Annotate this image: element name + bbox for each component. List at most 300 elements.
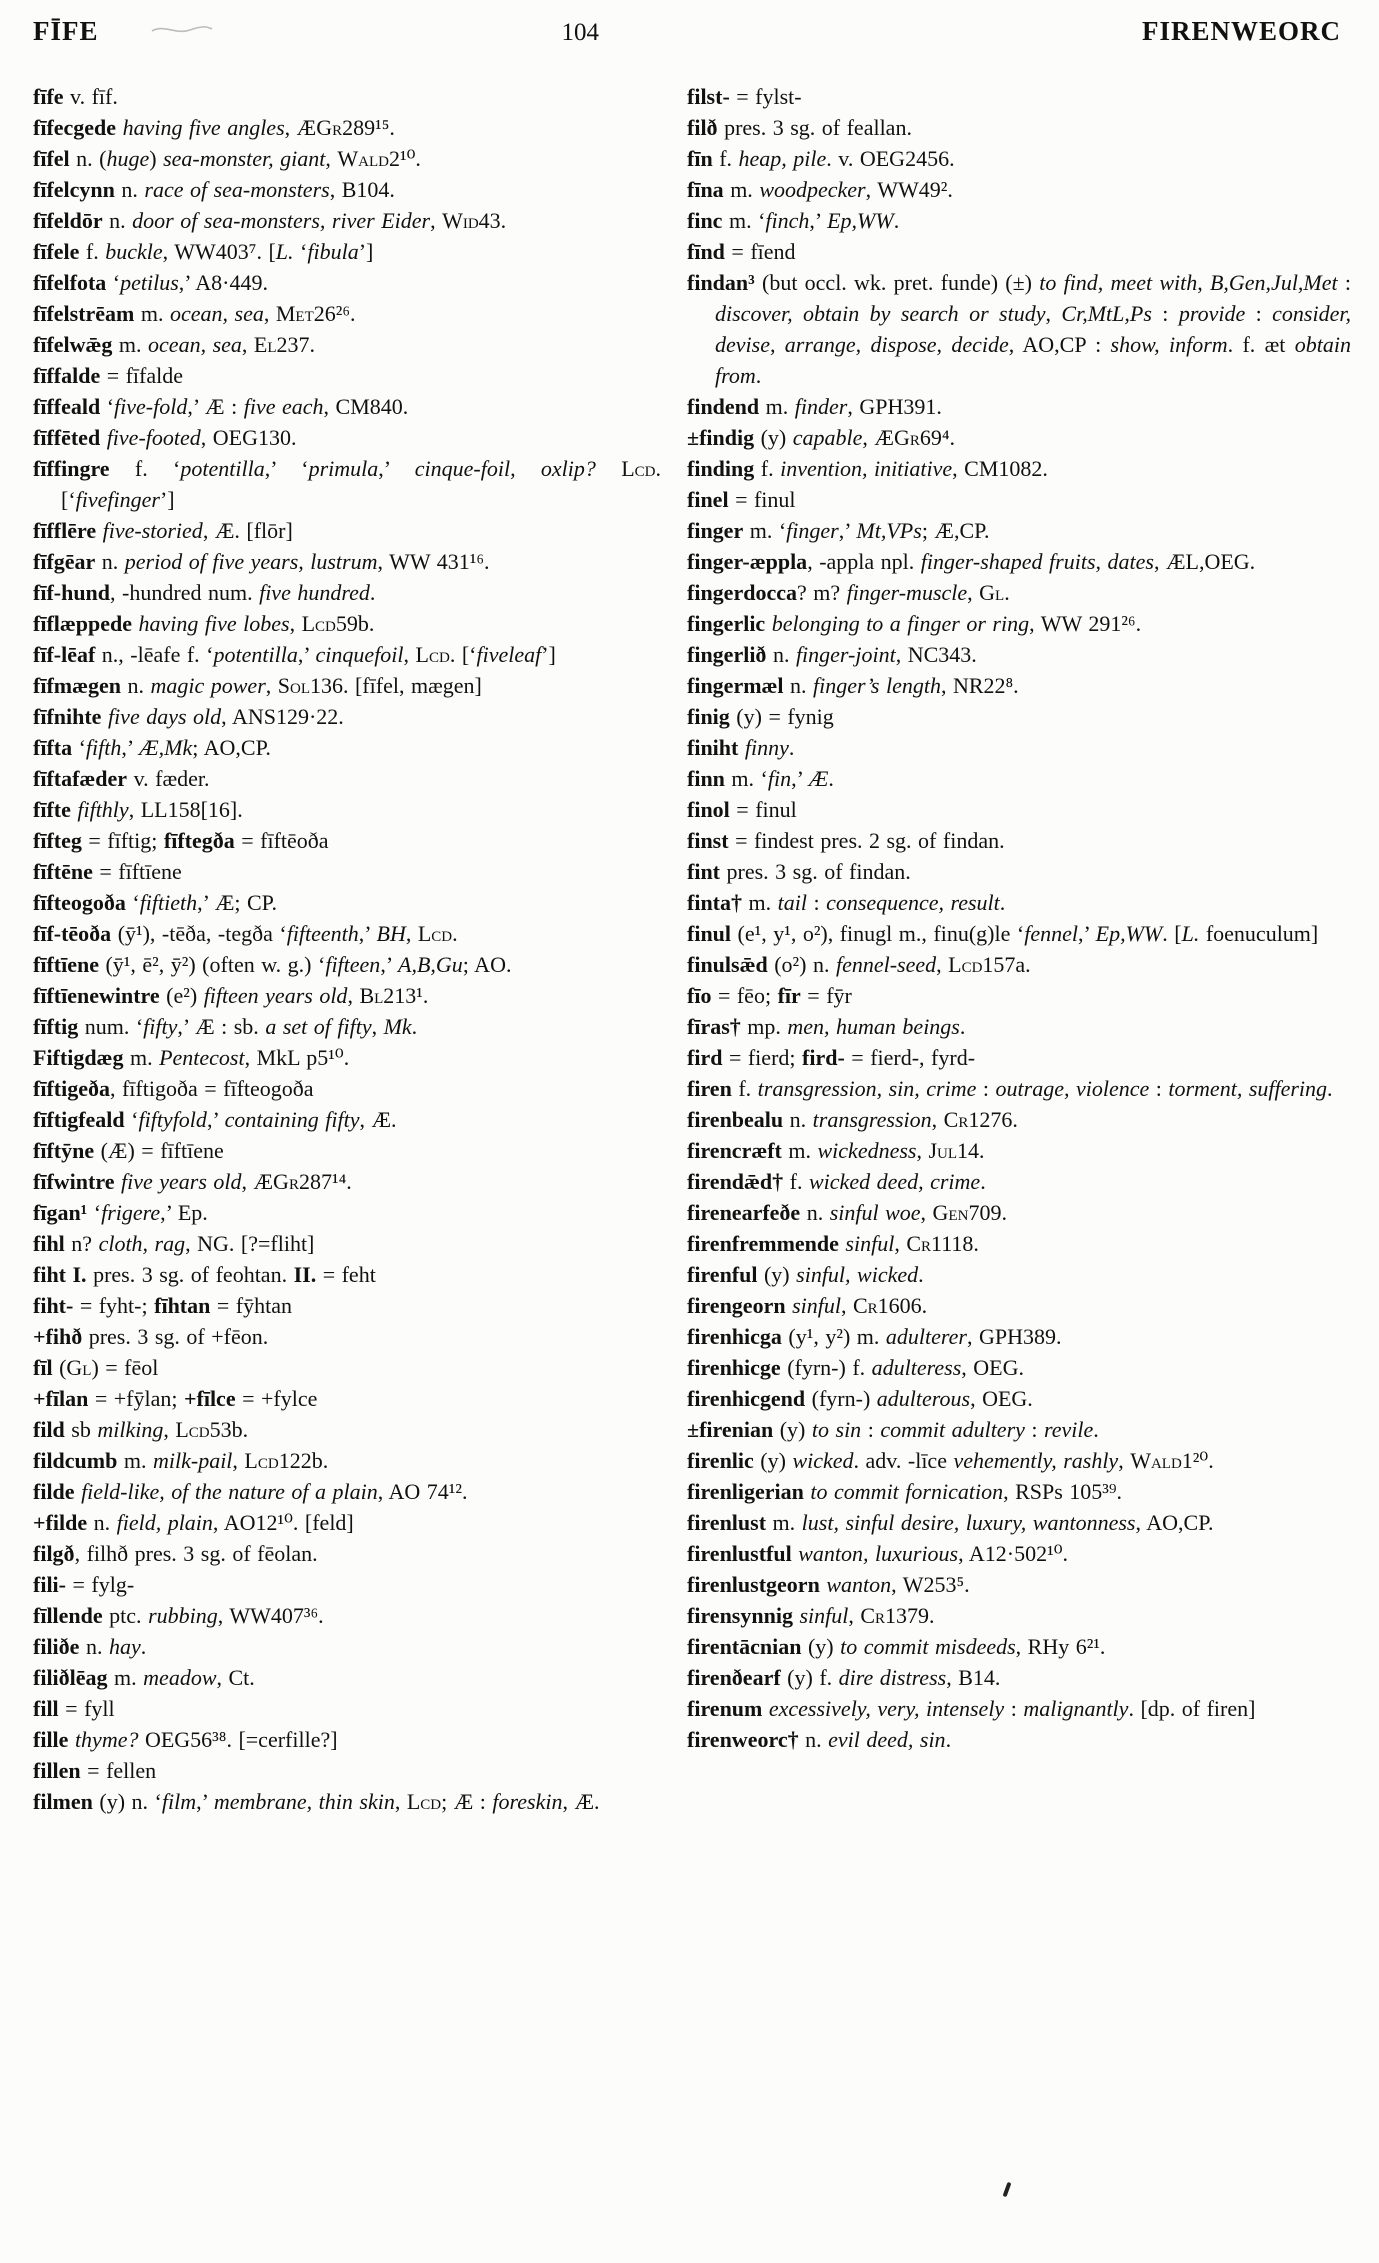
entry-text: mp.	[740, 1014, 788, 1039]
entry-text: Cr	[906, 1231, 932, 1256]
entry-text: race of sea-monsters	[144, 177, 330, 202]
entry-text: (y) = fynig	[729, 704, 834, 729]
entry-text: :	[1151, 301, 1179, 326]
entry-text: .	[980, 1169, 986, 1194]
entry-text: adulterer	[885, 1324, 967, 1349]
dictionary-entry	[33, 1786, 661, 1817]
entry-headword: fīfel	[33, 146, 70, 171]
entry-text: milk-pail	[152, 1448, 233, 1473]
entry-headword: filde	[33, 1479, 75, 1504]
entry-text: . [	[1162, 921, 1182, 946]
entry-text: , AO 74¹².	[377, 1479, 468, 1504]
entry-text: , Ct.	[216, 1665, 255, 1690]
dictionary-entry	[33, 1135, 661, 1166]
entry-headword: finding	[687, 456, 755, 481]
entry-text: n.	[783, 673, 814, 698]
entry-text: n.	[798, 1727, 829, 1752]
dictionary-entry	[33, 918, 661, 949]
entry-text: fifteen years old	[203, 983, 348, 1008]
entry-text: fennel-seed	[835, 952, 937, 977]
entry-headword: fīnd	[687, 239, 725, 264]
entry-text: , GPH391.	[847, 394, 942, 419]
entry-headword: firenhicgend	[687, 1386, 806, 1411]
entry-text: pres. 3 sg. of feohtan.	[86, 1262, 294, 1287]
entry-text: 1118.	[931, 1231, 979, 1256]
entry-text: fiveleaf	[476, 642, 542, 667]
entry-text: (y)	[801, 1634, 841, 1659]
dictionary-entry	[33, 1693, 661, 1724]
dictionary-entry	[687, 205, 1351, 236]
dictionary-entry	[687, 577, 1351, 608]
entry-text: 289¹⁵.	[342, 115, 395, 140]
entry-text: (	[52, 1355, 67, 1380]
entry-headword: fingerdocca	[687, 580, 797, 605]
entry-text: ? m?	[796, 580, 847, 605]
entry-headword: fīgan¹	[33, 1200, 88, 1225]
entry-text: , WW 291²⁶.	[1029, 611, 1142, 636]
entry-text: finder	[794, 394, 848, 419]
entry-text: f.	[754, 456, 781, 481]
entry-headword: II.	[293, 1262, 317, 1287]
entry-text: = fīftīene	[92, 859, 182, 884]
entry-text: ,’ Æ : sb.	[177, 1014, 266, 1039]
entry-text: 122b.	[278, 1448, 329, 1473]
entry-headword: fille	[33, 1727, 69, 1752]
entry-text: ,	[325, 146, 338, 171]
entry-text: milking	[97, 1417, 164, 1442]
entry-text: ; Æ :	[441, 1789, 493, 1814]
entry-headword: fiht	[33, 1262, 66, 1287]
entry-text: .	[893, 208, 900, 233]
entry-text: , WW49².	[865, 177, 953, 202]
dictionary-entry	[33, 1600, 661, 1631]
dictionary-entry	[33, 112, 661, 143]
dictionary-entry	[687, 1197, 1351, 1228]
entry-text: Gen	[932, 1200, 969, 1225]
entry-text: f.	[731, 1076, 758, 1101]
entry-text: ’]	[358, 239, 374, 264]
dictionary-entry	[33, 174, 661, 205]
entry-text: ,	[371, 1014, 384, 1039]
entry-text: Gl	[979, 580, 1005, 605]
entry-text: (ȳ¹), -tēða, -tegða ‘	[111, 921, 287, 946]
entry-text: 287¹⁴.	[298, 1169, 352, 1194]
entry-headword: ±findig	[687, 425, 755, 450]
entry-text: ,	[430, 208, 443, 233]
entry-text: sinful	[792, 1603, 849, 1628]
entry-text: = fȳr	[800, 983, 852, 1008]
entry-headword: finig	[687, 704, 730, 729]
dictionary-entry	[33, 732, 661, 763]
entry-text: film	[161, 1789, 197, 1814]
entry-text: fifty	[143, 1014, 178, 1039]
entry-text: having five lobes	[132, 611, 290, 636]
entry-headword: fīfgēar	[33, 549, 96, 574]
entry-text: ,’	[809, 208, 828, 233]
entry-headword: filiðe	[33, 1634, 80, 1659]
entry-headword: fīfecgede	[33, 115, 117, 140]
entry-text: Pentecost	[159, 1045, 245, 1070]
entry-headword: fīfnihte	[33, 704, 102, 729]
entry-headword: fīftegða	[163, 828, 235, 853]
entry-text: (fyrn-) f.	[780, 1355, 872, 1380]
dictionary-entry	[687, 1104, 1351, 1135]
entry-text: n. (	[69, 146, 107, 171]
entry-text: ,’	[380, 952, 399, 977]
entry-headword: fīl	[33, 1355, 53, 1380]
entry-text: = finul	[729, 797, 797, 822]
entry-text: transgression	[812, 1107, 932, 1132]
entry-headword: fīf-tēoða	[33, 921, 112, 946]
entry-text: = fierd-, fyrd-	[844, 1045, 976, 1070]
entry-text: ,	[1045, 301, 1062, 326]
entry-headword: fīfeldōr	[33, 208, 103, 233]
entry-text: .	[828, 766, 834, 791]
dictionary-entry	[687, 546, 1351, 577]
entry-headword: firenlic	[687, 1448, 754, 1473]
entry-headword: fīffingre	[33, 456, 110, 481]
entry-text: sinful	[785, 1293, 841, 1318]
entry-text: (y)	[757, 1262, 797, 1287]
entry-text: Gl	[66, 1355, 92, 1380]
dictionary-entry	[33, 422, 661, 453]
entry-text: , B104.	[329, 177, 395, 202]
entry-text: sb	[64, 1417, 98, 1442]
dictionary-entry	[33, 1104, 661, 1135]
entry-headword: fild	[33, 1417, 65, 1442]
entry-text: L.	[1181, 921, 1200, 946]
entry-headword: fīftigeða	[33, 1076, 110, 1101]
entry-text: Jul	[928, 1138, 958, 1163]
entry-text: five hundred	[259, 580, 370, 605]
dictionary-entry	[33, 360, 661, 391]
dictionary-entry	[687, 639, 1351, 670]
entry-headword: fīfelwǣg	[33, 332, 113, 357]
entry-text: . f. æt	[1227, 332, 1295, 357]
entry-headword: firengeorn	[687, 1293, 786, 1318]
entry-headword: I.	[72, 1262, 87, 1287]
entry-text: .	[369, 580, 376, 605]
entry-headword: fīftīenewintre	[33, 983, 160, 1008]
entry-text: m. ‘	[724, 766, 768, 791]
entry-text: El	[253, 332, 277, 357]
dictionary-entry	[33, 515, 661, 546]
entry-text: ’]	[541, 642, 556, 667]
entry-text: meadow	[143, 1665, 217, 1690]
dictionary-entry	[33, 267, 661, 298]
entry-text: , WW 431¹⁶.	[377, 549, 490, 574]
dictionary-entry	[687, 391, 1351, 422]
entry-text: ÆGr	[253, 1169, 299, 1194]
entry-text: Lcd	[244, 1448, 279, 1473]
entry-text: :	[1004, 1696, 1024, 1721]
dictionary-entry	[687, 670, 1351, 701]
entry-text: to commit misdeeds	[840, 1634, 1016, 1659]
entry-text: wicked deed, crime	[809, 1169, 981, 1194]
entry-text: = fīfalde	[100, 363, 184, 388]
dictionary-columns	[0, 47, 1379, 1817]
dictionary-entry	[687, 1693, 1351, 1724]
entry-text: fifteen	[325, 952, 381, 977]
entry-text: Mk	[383, 1014, 412, 1039]
entry-text: , B14.	[946, 1665, 1001, 1690]
dictionary-entry	[33, 670, 661, 701]
entry-text: sinful, wicked	[796, 1262, 919, 1287]
entry-text: m.	[759, 394, 795, 419]
entry-text: n.	[87, 1510, 117, 1535]
entry-text: , fīftigoða = fīfteogoða	[109, 1076, 314, 1101]
entry-text: huge	[106, 146, 150, 171]
entry-headword: finul	[687, 921, 732, 946]
dictionary-entry	[687, 453, 1351, 484]
entry-text: . [‘	[449, 642, 477, 667]
entry-text: , LL158[16].	[128, 797, 243, 822]
entry-text: commit adultery	[880, 1417, 1025, 1442]
entry-text: hay	[108, 1634, 141, 1659]
entry-text: Lcd	[406, 1789, 442, 1814]
entry-text: , A12·502¹⁰.	[958, 1541, 1069, 1566]
entry-text: , AO12¹⁰. [feld]	[212, 1510, 354, 1535]
entry-text: (Æ) = fīftīene	[94, 1138, 224, 1163]
dictionary-entry	[687, 1073, 1351, 1104]
entry-text: 2¹⁰.	[389, 146, 421, 171]
entry-text: ptc.	[102, 1603, 149, 1628]
entry-text: :	[861, 1417, 881, 1442]
entry-text: 237.	[276, 332, 316, 357]
entry-headword: finiht	[687, 735, 739, 760]
entry-text: ,	[241, 332, 254, 357]
dictionary-entry	[687, 1166, 1351, 1197]
dictionary-entry	[33, 887, 661, 918]
entry-text: Lcd	[417, 921, 453, 946]
entry-text: wickedness	[817, 1138, 917, 1163]
dictionary-entry	[33, 1631, 661, 1662]
entry-text: , W253⁵.	[891, 1572, 970, 1597]
entry-headword: fīo	[687, 983, 712, 1008]
entry-headword: finger	[687, 518, 744, 543]
entry-text: finger-shaped fruits, dates	[920, 549, 1154, 574]
entry-text: evil deed, sin	[828, 1727, 946, 1752]
entry-text: = fēo;	[711, 983, 778, 1008]
entry-headword: fīftafæder	[33, 766, 128, 791]
entry-text: f. ‘	[109, 456, 181, 481]
entry-text: door of sea-monsters, river Eider	[132, 208, 431, 233]
entry-text: f.	[712, 146, 739, 171]
entry-text: 59b.	[335, 611, 375, 636]
entry-text: to commit fornication	[803, 1479, 1004, 1504]
dictionary-entry	[33, 391, 661, 422]
entry-text: foreskin	[492, 1789, 563, 1814]
entry-text: tail	[777, 890, 807, 915]
entry-text: woodpecker	[759, 177, 866, 202]
entry-headword: firencræft	[687, 1138, 782, 1163]
entry-text: 709.	[968, 1200, 1007, 1225]
entry-text: field, plain	[116, 1510, 213, 1535]
entry-text: fibula	[307, 239, 359, 264]
entry-text: ,’ Ep.	[160, 1200, 208, 1225]
entry-text: n.	[800, 1200, 830, 1225]
dictionary-entry	[687, 1414, 1351, 1445]
entry-text: provide	[1178, 301, 1246, 326]
entry-text: having five angles	[116, 115, 285, 140]
dictionary-entry	[33, 329, 661, 360]
dictionary-entry	[687, 856, 1351, 887]
entry-text: sea-monster, giant	[163, 146, 326, 171]
entry-text: pres. 3 sg. of findan.	[720, 859, 911, 884]
entry-text: Sol	[277, 673, 310, 698]
entry-text: ,	[936, 952, 949, 977]
entry-headword: firenearfeðe	[687, 1200, 801, 1225]
entry-text: foenuculum]	[1199, 921, 1319, 946]
entry-headword: firendǣd†	[687, 1169, 784, 1194]
entry-headword: firensynnig	[687, 1603, 793, 1628]
entry-text: ,’	[358, 921, 377, 946]
dictionary-entry	[33, 608, 661, 639]
entry-headword: fīna	[687, 177, 724, 202]
entry-headword: finn	[687, 766, 725, 791]
entry-text: ,’	[1077, 921, 1096, 946]
entry-text: fin	[767, 766, 792, 791]
dictionary-entry	[687, 484, 1351, 515]
entry-text: (e²)	[159, 983, 204, 1008]
entry-text: ,	[241, 1169, 254, 1194]
entry-text: containing fifty	[224, 1107, 360, 1132]
entry-text: n.	[95, 549, 125, 574]
entry-headword: firenbealu	[687, 1107, 784, 1132]
entry-headword: fingerlic	[687, 611, 766, 636]
entry-headword: fingermæl	[687, 673, 784, 698]
entry-text: = fīftēoða	[234, 828, 329, 853]
entry-text: to sin	[811, 1417, 862, 1442]
dictionary-entry	[687, 422, 1351, 453]
entry-text: .	[411, 1014, 418, 1039]
entry-text: ,’	[297, 642, 316, 667]
dictionary-entry	[33, 980, 661, 1011]
entry-text: (y)	[753, 1448, 793, 1473]
entry-text: ,	[284, 115, 297, 140]
entry-text: , WW407³⁶.	[217, 1603, 324, 1628]
entry-text: fifthly	[70, 797, 129, 822]
entry-headword: finger-æppla	[687, 549, 808, 574]
entry-headword: finulsǣd	[687, 952, 768, 977]
entry-headword: fird	[687, 1045, 723, 1070]
entry-headword: fiht-	[33, 1293, 74, 1318]
entry-text: n.	[766, 642, 796, 667]
entry-text: (but occl. wk. pret. funde) (±)	[754, 270, 1040, 295]
entry-headword: fīn	[687, 146, 713, 171]
entry-text: , RSPs 105³⁹.	[1003, 1479, 1123, 1504]
entry-text: L.	[275, 239, 294, 264]
entry-text: Lcd	[301, 611, 336, 636]
entry-text: (y)	[773, 1417, 812, 1442]
entry-text: ocean, sea	[170, 301, 264, 326]
entry-text: m.	[742, 890, 778, 915]
dictionary-entry	[687, 1476, 1351, 1507]
entry-headword: firenful	[687, 1262, 758, 1287]
entry-text: (y) n. ‘	[92, 1789, 162, 1814]
entry-headword: fīfteogoða	[33, 890, 126, 915]
entry-text: consider, devise, arrange, dispose, decide	[715, 301, 1351, 357]
entry-text: , ÆL,OEG.	[1153, 549, 1256, 574]
dictionary-entry	[687, 1135, 1351, 1166]
entry-text: .	[945, 1727, 952, 1752]
entry-text: ,	[848, 1603, 861, 1628]
entry-text: ,	[920, 1200, 933, 1225]
entry-text: cinque-foil, oxlip?	[414, 456, 596, 481]
entry-text: = fyht-;	[73, 1293, 155, 1318]
entry-text: , Æ. [flōr]	[202, 518, 293, 543]
entry-text: ‘	[87, 1200, 102, 1225]
entry-text: ‘	[100, 394, 115, 419]
dictionary-entry	[33, 1755, 661, 1786]
entry-text: adulteress	[871, 1355, 962, 1380]
entry-text: sinful	[838, 1231, 895, 1256]
entry-text: ,	[163, 1417, 176, 1442]
entry-text: , NG. [?=fliht]	[185, 1231, 315, 1256]
entry-text: = findest pres. 2 sg. of findan.	[728, 828, 1005, 853]
entry-text: Met	[275, 301, 314, 326]
dictionary-entry	[687, 1662, 1351, 1693]
entry-headword: fingerlið	[687, 642, 767, 667]
entry-headword: fīffeald	[33, 394, 101, 419]
entry-text: .	[959, 1014, 966, 1039]
entry-text: five-storied	[96, 518, 203, 543]
dictionary-entry	[33, 1662, 661, 1693]
entry-text: magic power	[150, 673, 266, 698]
entry-headword: +filde	[33, 1510, 88, 1535]
entry-text: ,	[265, 673, 278, 698]
dictionary-entry	[33, 1228, 661, 1259]
dictionary-entry	[687, 701, 1351, 732]
entry-text: ,	[232, 1448, 245, 1473]
entry-text: 213¹.	[383, 983, 429, 1008]
entry-headword: firentācnian	[687, 1634, 802, 1659]
entry-text: 14.	[957, 1138, 985, 1163]
dictionary-entry	[687, 1600, 1351, 1631]
dictionary-entry	[33, 1507, 661, 1538]
dictionary-entry	[33, 1569, 661, 1600]
entry-text: five days old	[101, 704, 222, 729]
entry-text: Ep,WW	[1095, 921, 1163, 946]
ink-smudge	[150, 22, 214, 43]
entry-headword: finol	[687, 797, 730, 822]
dictionary-entry	[33, 1445, 661, 1476]
entry-text: n?	[64, 1231, 99, 1256]
entry-headword: firenlust	[687, 1510, 767, 1535]
entry-text: pres. 3 sg. of +fēon.	[82, 1324, 269, 1349]
entry-text: n.	[114, 177, 145, 202]
entry-text: Wald	[337, 146, 389, 171]
entry-text: :	[1245, 301, 1273, 326]
entry-text: finger-muscle	[846, 580, 968, 605]
entry-headword: fīfele	[33, 239, 80, 264]
entry-headword: fīftig	[33, 1014, 79, 1039]
entry-text: ,’	[196, 1789, 214, 1814]
entry-headword: fill	[33, 1696, 59, 1721]
entry-text: . v. OEG2456.	[826, 146, 955, 171]
entry-text: ) = fēol	[91, 1355, 159, 1380]
entry-headword: fīftīene	[33, 952, 99, 977]
entry-text: f.	[79, 239, 106, 264]
entry-headword: fīfe	[33, 84, 64, 109]
entry-text: wanton, luxurious	[791, 1541, 959, 1566]
entry-headword: fildcumb	[33, 1448, 118, 1473]
entry-text: .	[140, 1634, 147, 1659]
entry-headword: fīf-lēaf	[33, 642, 96, 667]
entry-text: a set of fifty	[265, 1014, 372, 1039]
header-keyword-right: FIRENWEORC	[1141, 16, 1341, 46]
entry-text: .	[788, 735, 795, 760]
